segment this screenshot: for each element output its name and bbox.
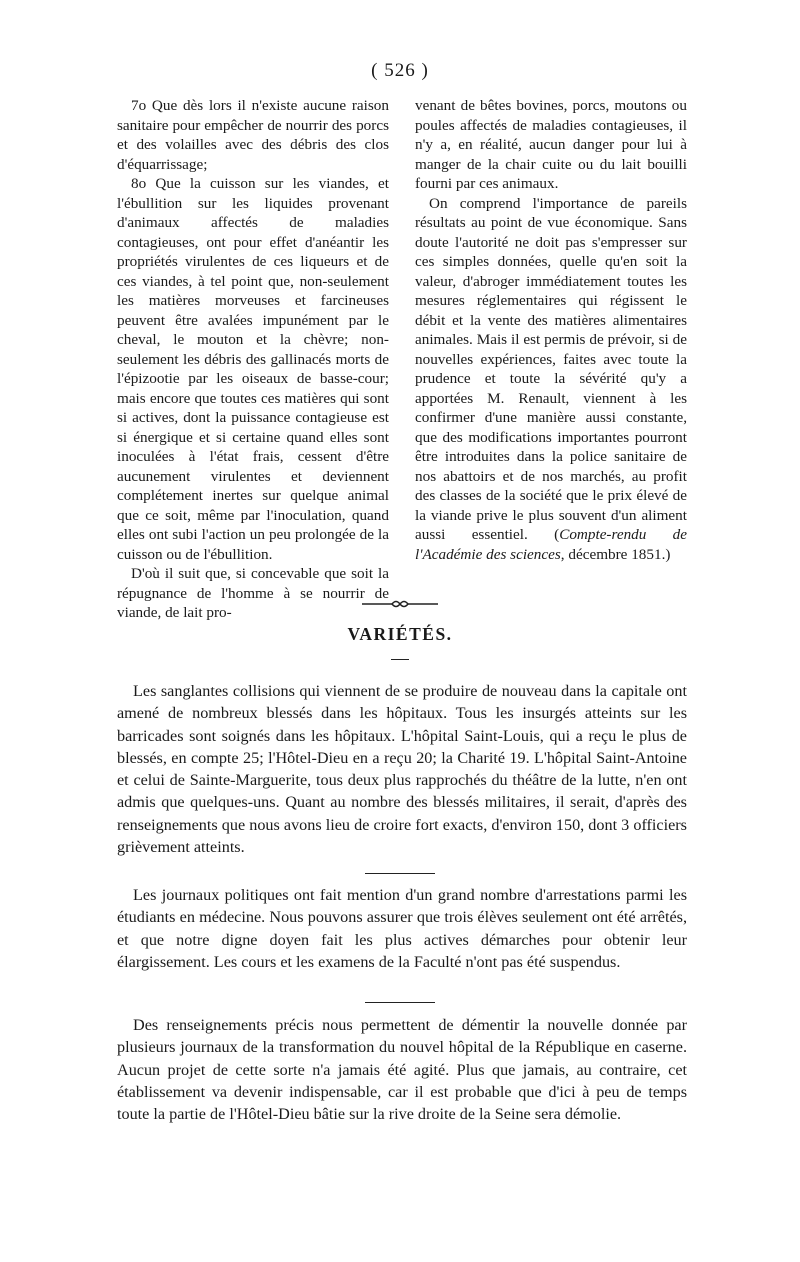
- left-column: [117, 96, 389, 623]
- citation-source: Compte-rendu de l'Académie des sciences: [415, 526, 688, 563]
- separator-rule: [365, 873, 435, 874]
- right-paragraph: [415, 194, 687, 565]
- section-title: VARIÉTÉS.: [347, 624, 453, 644]
- right-column: [415, 96, 687, 623]
- right-continuation: venant de bêtes bovines, porcs, moutons ou poules affectés de maladies contagieuses, il n'y a, en réalité, aucun danger pour lui à manger de la chair cuite ou du lait bouilli fourni par ces animaux.: [415, 97, 687, 192]
- left-paragraph: 8o Que la cuisson sur les viandes, et l'ébullition sur les liquides provenant d'animaux affectés de maladies contagieuses, ont pour effet d'anéantir les propriétés virulentes de ces liqueurs et de ces viandes, à tel point que, non-seulement les matières morveuses et farcineuses peuvent être avalées impunément par le cheval, le mouton et la chèvre; non-seulement les débris des gallinacés morts de l'épizootie par les oiseaux de basse-cour; mais encore que toutes ces matières qui sont si actives, dont la puissance contagieuse est si énergique et si certaine quand elles sont inoculées à l'état frais, cessent d'être aucunement virulentes et deviennent complétement inertes sur quelque animal que ce soit, même par l'inoculation, quand elles ont subi l'action un peu prolongée de la cuisson ou de l'ébullition.: [117, 175, 389, 563]
- paragraph: Des renseignements précis nous permettent de démentir la nouvelle donnée par plusieurs journaux de la transformation du nouvel hôpital de la République en caserne. Aucun projet de cette sorte n'a jamais été agité. Plus que jamais, au contraire, cet établissement va devenir indispensable, car il est probable que d'ici à peu de temps toute la partie de l'Hôtel-Dieu bâtie sur la rive droite de la Seine sera démolie.: [117, 1016, 687, 1124]
- citation-open: (: [554, 526, 560, 543]
- paragraph: Les sanglantes collisions qui viennent de se produire de nouveau dans la capitale ont amené de nombreux blessés dans les hôpitaux. Tous les insurgés atteints sur les barricades sont soignés dans les hôpitaux. L'hôpital Saint-Louis, qui a reçu le plus de blessés, en compte 25; l'Hôtel-Dieu en a reçu 20; la Charité 19. L'hôpital Saint-Antoine et celui de Sainte-Marguerite, tous deux plus rapprochés du théâtre de la lutte, n'en ont admis que quelques-uns. Quant au nombre des blessés militaires, il serait, d'après des renseignements que nous avons lieu de croire fort exacts, d'environ 150, dont 3 officiers grièvement atteints.: [117, 682, 687, 857]
- citation-date: , décembre 1851.): [560, 545, 671, 563]
- news-item-wounded: [117, 680, 687, 858]
- news-item-hospital: [117, 1014, 687, 1125]
- title-rule: [391, 659, 409, 660]
- left-paragraph: 7o Que dès lors il n'existe aucune raison sanitaire pour empêcher de nourrir des porcs et des volailles avec des débris des clos d'équarrissage;: [117, 97, 389, 173]
- separator-rule: [365, 1002, 435, 1003]
- right-paragraph-text: On comprend l'importance de pareils résultats au point de vue économique. Sans doute l'autorité ne doit pas s'empresser sur ces simples données, quelle qu'en soit la valeur, d'abroger immédiatement toutes les mesures réglementaires qui régissent le débit et la vente des matières alimentaires animales. Mais il est permis de prévoir, si de nouvelles expériences, faites avec toute la prudence et toute la sévérité qu'y a apportées M. Renault, viennent à les confirmer d'une manière aussi constante, que des modifications importantes pourront être introduites dans la police sanitaire de nos abattoirs et de nos marchés, au profit des classes de la société que le prix élevé de la viande prive le plus souvent d'un aliment aussi essentiel.: [415, 194, 687, 543]
- paragraph: Les journaux politiques ont fait mention d'un grand nombre d'arrestations parmi les étudiants en médecine. Nous pouvons assurer que trois élèves seulement ont été arrêtés, et que notre digne doyen fait les plus actives démarches pour obtenir leur élargissement. Les cours et les examens de la Faculté n'ont pas été suspendus.: [117, 886, 687, 971]
- two-column-section: [117, 96, 687, 623]
- page-number: ( 526 ): [371, 60, 429, 81]
- left-paragraph: D'où il suit que, si concevable que soit la répugnance de l'homme à se nourrir de viande, de lait pro-: [117, 565, 389, 621]
- news-item-arrests: [117, 884, 687, 973]
- ornament-divider: [360, 597, 440, 611]
